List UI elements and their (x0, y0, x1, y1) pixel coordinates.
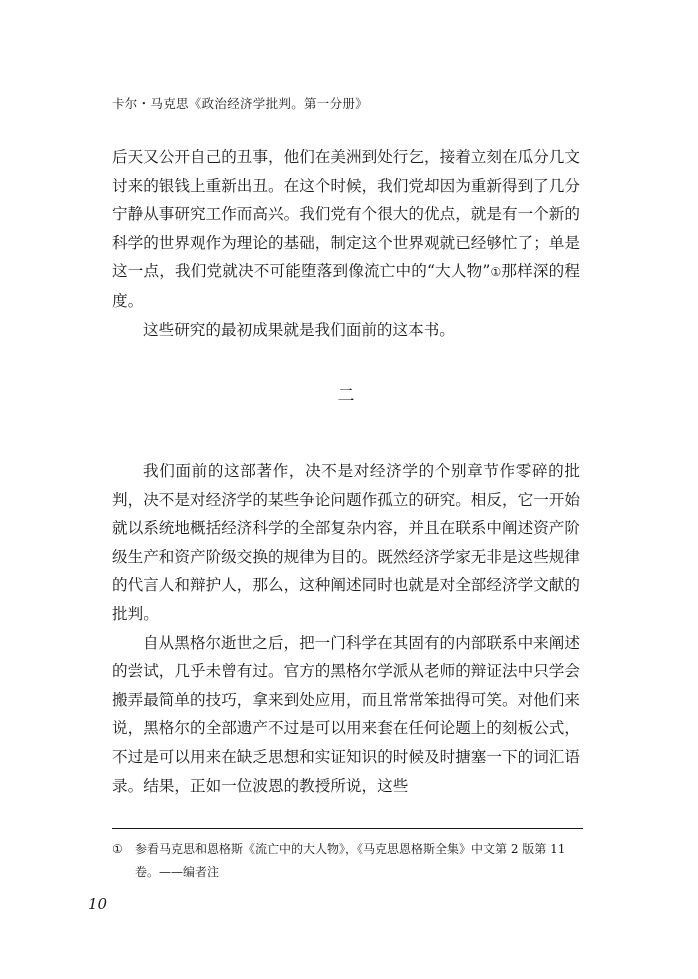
paragraph: 自从黑格尔逝世之后，把一门科学在其固有的内部联系中来阐述的尝试，几乎未曾有过。官方的黑格尔学派从老师的辩证法中只学会搬弄最简单的技巧，拿来到处应用，而且常常笨拙得可笑。对他们来说，黑格尔的全部遗产不过是可以用来套在任何论题上的刻板公式，不过是可以用来在缺乏思想和实证知识的时候及时搪塞一下的词汇语录。结果，正如一位波恩的教授所说，这些 (112, 633, 580, 795)
paragraph: 这些研究的最初成果就是我们面前的这本书。 (143, 320, 455, 339)
running-head: 卡尔・马克思《政治经济学批判。第一分册》 (112, 96, 369, 111)
page-number: 10 (88, 895, 108, 913)
footnote (112, 838, 584, 884)
footnote-divider (112, 828, 583, 829)
paragraph-continued (112, 143, 580, 316)
section-number: 二 (337, 386, 355, 406)
footnote-marker: ① (112, 842, 123, 856)
text-block-main (112, 457, 580, 800)
footnote-reference: ① (490, 265, 502, 280)
text-block-top (112, 143, 580, 344)
footnote-text: 参看马克思和恩格斯《流亡中的大人物》，《马克思恩格斯全集》中文第 2 版第 11 卷。——编者注 (135, 842, 566, 879)
paragraph-text: 后天又公开自己的丑事，他们在美洲到处行乞，接着立刻在瓜分几文讨来的银钱上重新出丑。在这个时候，我们党却因为重新得到了几分宁静从事研究工作而高兴。我们党有个很大的优点，就是有一个新的科学的世界观作为理论的基础，制定这个世界观就已经够忙了；单是这一点，我们党就决不可能堕落到像流亡中的“大人物” (112, 148, 580, 281)
paragraph-text-tail: 那样深的程度。 (112, 262, 580, 310)
paragraph: 我们面前的这部著作，决不是对经济学的个别章节作零碎的批判，决不是对经济学的某些争论问题作孤立的研究。相反，它一开始就以系统地概括经济科学的全部复杂内容，并且在联系中阐述资产阶级生产和资产阶级交换的规律为目的。既然经济学家无非是这些规律的代言人和辩护人，那么，这种阐述同时也就是对全部经济学文献的批判。 (112, 462, 580, 623)
